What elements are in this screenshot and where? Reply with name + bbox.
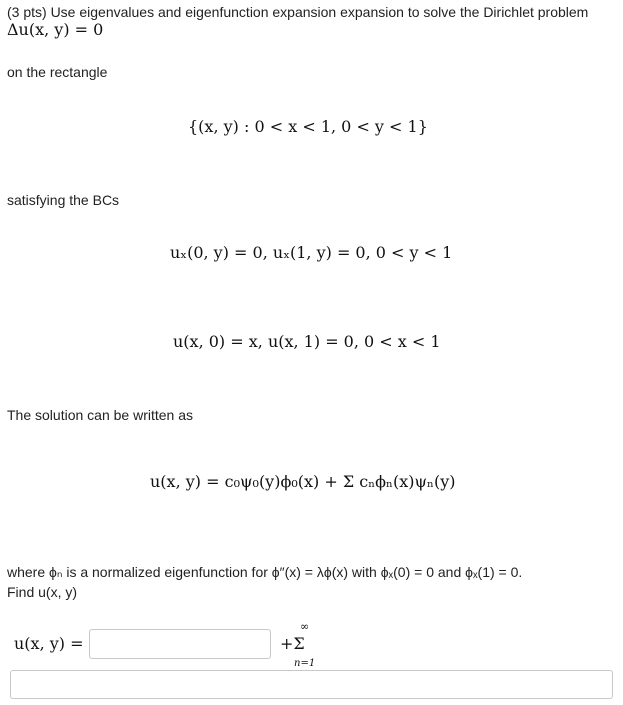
- sum-upper-limit: ∞: [300, 620, 310, 633]
- pde-equation: Δu(x, y) = 0: [7, 20, 104, 39]
- first-term-input[interactable]: [89, 629, 271, 659]
- answer-lhs: u(x, y) =: [14, 634, 84, 653]
- where-text: where ϕₙ is a normalized eigenfunction for ϕ″(x) = λϕ(x) with ϕₓ(0) = 0 and ϕₓ(1) = 0.: [7, 564, 523, 580]
- solution-formula: u(x, y) = c₀ψ₀(y)ϕ₀(x) + Σ cₙϕₙ(x)ψₙ(y): [150, 472, 456, 491]
- on-rectangle-label: on the rectangle: [7, 64, 108, 80]
- solution-label: The solution can be written as: [7, 407, 193, 423]
- boundary-condition-1: uₓ(0, y) = 0, uₓ(1, y) = 0, 0 < y < 1: [170, 243, 453, 262]
- find-text: Find u(x, y): [7, 584, 78, 600]
- domain-set: {(x, y) : 0 < x < 1, 0 < y < 1}: [188, 117, 428, 136]
- plus-sum-symbol: [280, 634, 305, 654]
- satisfying-label: satisfying the BCs: [7, 192, 120, 208]
- series-term-input[interactable]: [10, 670, 613, 699]
- sum-lower-limit: n=1: [294, 658, 316, 669]
- problem-intro: (3 pts) Use eigenvalues and eigenfunction expansion expansion to solve the Dirichlet problem: [7, 4, 589, 20]
- boundary-condition-2: u(x, 0) = x, u(x, 1) = 0, 0 < x < 1: [173, 332, 441, 351]
- plus-sum-text: +Σ: [280, 634, 305, 653]
